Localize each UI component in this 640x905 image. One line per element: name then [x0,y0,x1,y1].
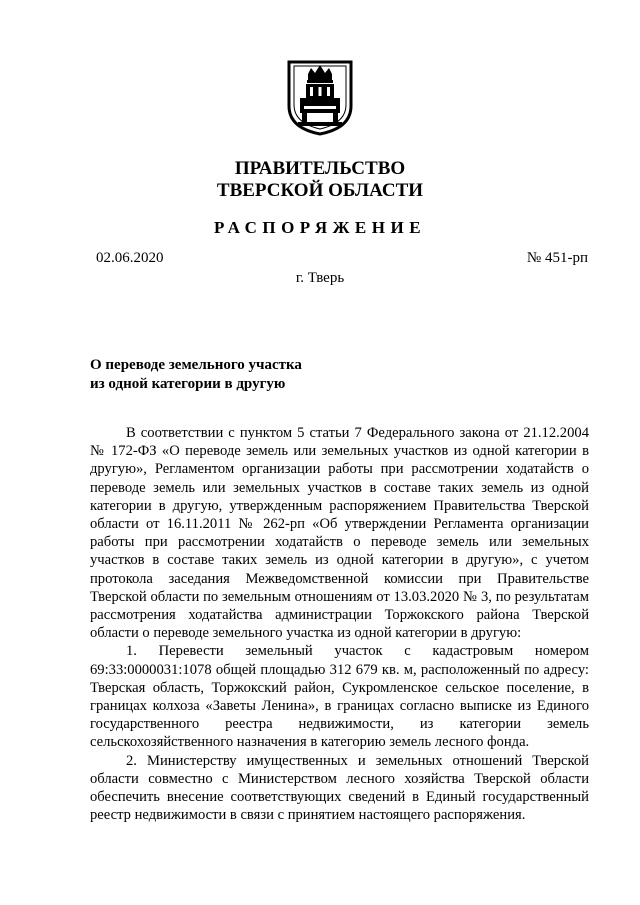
document-body [90,424,589,824]
preamble-paragraph: В соответствии с пунктом 5 статьи 7 Федерального закона от 21.12.2004 № 172-ФЗ «О переводе земель или земельных участков из одной категории в другую», Регламентом организации работы при рассмотрении ходатайств о переводе земель или земельных участков в составе таких земель из одной категории в другую, утвержденным распоряжением Правительства Тверской области от 16.11.2011 № 262-рп «Об утверждении Регламента организации работы при рассмотрении ходатайств о переводе земель или земельных участков в составе таких земель из одной категории в другую», с учетом протокола заседания Межведомственной комиссии при Правительстве Тверской области по земельным отношениям от 13.03.2020 № 3, по результатам рассмотрения ходатайства администрации Торжокского района Тверской области о переводе земельного участка из одной категории в другую: [90,425,589,642]
subject-line1: О переводе земельного участка [90,357,302,373]
document-date: 02.06.2020 [96,250,164,266]
document-subject [90,356,302,394]
document-city: г. Тверь [295,270,345,286]
item-2-paragraph: 2. Министерству имущественных и земельных отношений Тверской области совместно с Министерством лесного хозяйства Тверской области обеспечить внесение соответствующих сведений в Единый государственный реестр недвижимости в связи с принятием настоящего распоряжения. [90,752,589,824]
subject-line2: из одной категории в другую [90,376,286,392]
tver-coat-of-arms-icon [286,56,354,136]
government-title-line2: ТВЕРСКОЙ ОБЛАСТИ [216,180,424,201]
item-1-paragraph: 1. Перевести земельный участок с кадастровым номером 69:33:0000031:1078 общей площадью 312 679 кв. м, расположенный по адресу: Тверская область, Торжокский район, Сукромленское сельское поселение, в границах колхоза «Заветы Ленина», в границах согласно выписке из Единого государственного реестра недвижимости, из категории земель сельскохозяйственного назначения в категорию земель лесного фонда. [90,643,589,751]
government-title-line1: ПРАВИТЕЛЬСТВО [234,158,406,179]
document-number: № 451-рп [526,250,588,266]
document-type-title: РАСПОРЯЖЕНИЕ [213,218,427,237]
